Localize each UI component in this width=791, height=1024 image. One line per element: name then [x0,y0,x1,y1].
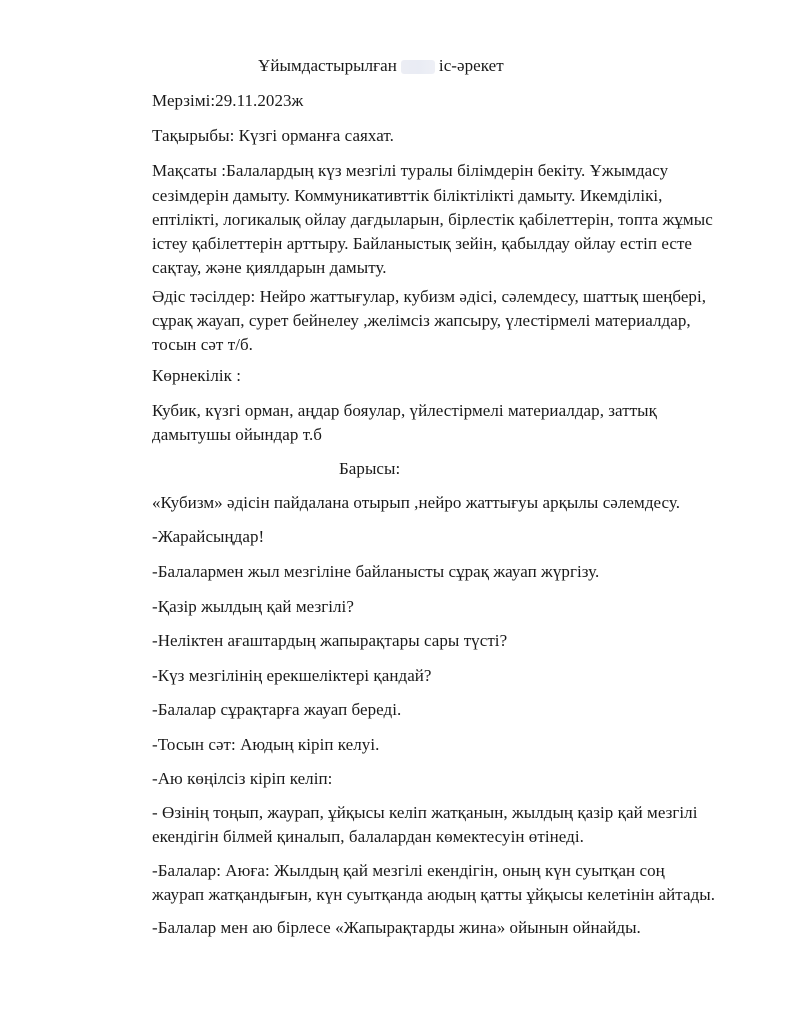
bear-line: - Өзінің тоңып, жаурап, ұйқысы келіп жатқанын, жылдың қазір қай мезгілі [152,803,698,822]
visuals-line: дамытушы ойындар т.б [152,425,322,444]
final-line: -Балалар мен аю бірлесе «Жапырақтарды жина» ойынын ойнайды. [152,918,641,937]
progress-heading: Барысы: [339,459,401,478]
step-line: -Күз мезгілінің ерекшеліктері қандай? [152,666,432,685]
answer-line: -Балалар: Аюға: Жылдың қай мезгілі екендігін, оның күн суытқан соң [152,861,665,880]
step-line: -Неліктен ағаштардың жапырақтары сары түсті? [152,631,508,650]
methods-line: сұрақ жауап, сурет бейнелеу ,желімсіз жапсыру, үлестірмелі материалдар, [152,311,691,330]
document-title [258,53,504,79]
answer-line: жаурап жатқандығын, күн суытқанда аюдың қатты ұйқысы келетінін айтады. [152,885,716,904]
step-line: -Тосын сәт: Аюдың кіріп келуі. [152,735,380,754]
visuals-line: Кубик, күзгі орман, аңдар бояулар, үйлестірмелі материалдар, заттық [152,401,657,420]
title-left: Ұйымдастырылған [258,56,397,75]
step-line: -Қазір жылдың қай мезгілі? [152,597,354,616]
visuals-label: Көрнекілік : [152,366,242,385]
topic-line: Тақырыбы: Күзгі орманға саяхат. [152,126,394,145]
goal-line: істеу қабілеттерін арттыру. Байланыстық зейін, қабылдау ойлау естіп есте [152,234,693,253]
bear-line: екендігін білмей қиналып, балалардан көмектесуін өтінеді. [152,827,584,846]
goal-line: ептілікті, логикалық ойлау дағдыларын, бірлестік қабілеттерін, топта жұмыс [152,210,713,229]
step-line: -Жарайсыңдар! [152,527,265,546]
step-line: -Балалармен жыл мезгіліне байланысты сұрақ жауап жүргізу. [152,562,600,581]
step-line: -Аю көңілсіз кіріп келіп: [152,769,333,788]
goal-line: сезімдерін дамыту. Коммуникативттік біліктілікті дамыту. Икемділікі, [152,186,663,205]
methods-line: тосын сәт т/б. [152,335,253,354]
goal-line: сақтау, және қиялдарын дамыту. [152,258,387,277]
goal-line: Мақсаты :Балалардың күз мезгілі туралы білімдерін бекіту. Ұжымдасу [152,161,669,180]
redacted-blank [401,60,435,74]
step-line: «Кубизм» әдісін пайдалана отырып ,нейро жаттығуы арқылы сәлемдесу. [152,493,681,512]
step-line: -Балалар сұрақтарға жауап береді. [152,700,402,719]
date-line: Мерзімі:29.11.2023ж [152,91,304,110]
title-right: іс-әрекет [438,56,504,75]
methods-line: Әдіс тәсілдер: Нейро жаттығулар, кубизм әдісі, сәлемдесу, шаттық шеңбері, [152,287,707,306]
